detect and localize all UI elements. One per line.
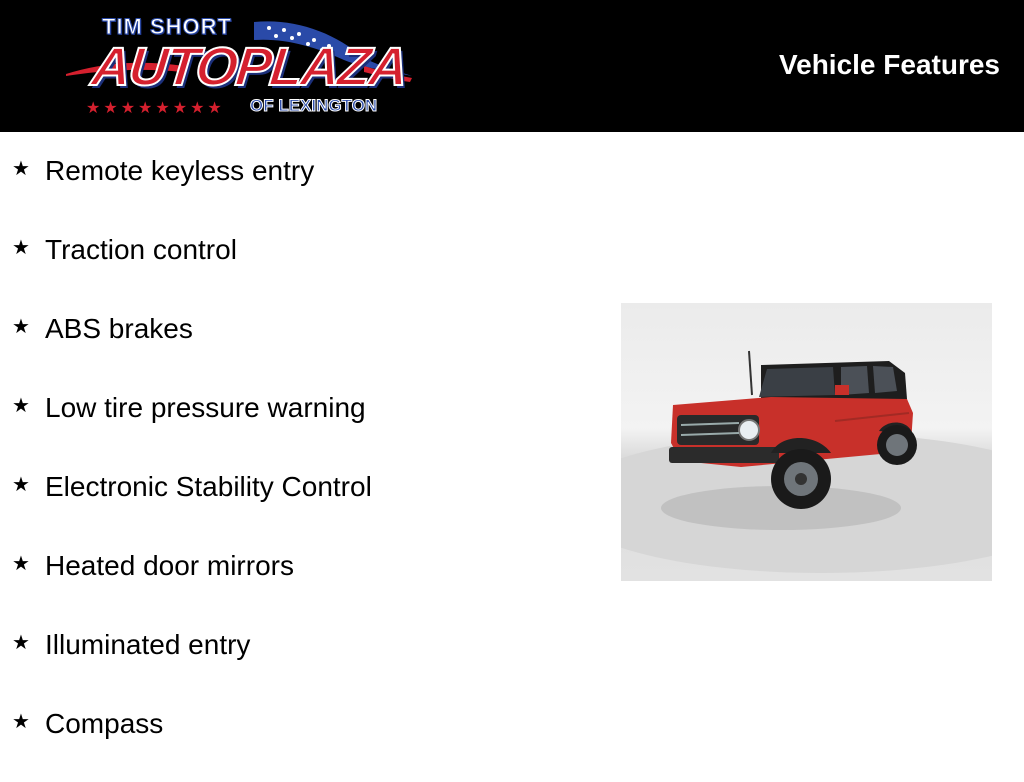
feature-label: Traction control [45, 234, 237, 265]
feature-label: Electronic Stability Control [45, 471, 372, 502]
list-item [12, 624, 372, 703]
feature-label: Illuminated entry [45, 629, 251, 660]
feature-label: Heated door mirrors [45, 550, 294, 581]
suv-illustration [621, 303, 992, 581]
logo-stars: ★★★★★★★★ [86, 98, 225, 117]
page-title: Vehicle Features [778, 49, 1000, 80]
star-icon: ★ [12, 314, 30, 338]
logo-sub-text: OF LEXINGTON [250, 96, 378, 115]
list-item [12, 545, 372, 624]
star-icon: ★ [12, 156, 30, 180]
star-icon: ★ [12, 235, 30, 259]
header-bar [0, 0, 1024, 132]
feature-label: Low tire pressure warning [45, 392, 366, 423]
feature-label: Compass [45, 708, 164, 739]
list-item [12, 703, 372, 782]
vehicle-photo [621, 303, 992, 581]
list-item [12, 229, 372, 308]
logo-main-text: AUTOPLAZA [88, 37, 410, 97]
star-icon: ★ [12, 630, 30, 654]
feature-label: ABS brakes [45, 313, 193, 344]
list-item [12, 308, 372, 387]
star-icon: ★ [12, 551, 30, 575]
star-icon: ★ [12, 393, 30, 417]
feature-label: Remote keyless entry [45, 155, 315, 186]
star-icon: ★ [12, 709, 30, 733]
list-item [12, 150, 372, 229]
feature-list [12, 150, 372, 782]
star-icon: ★ [12, 472, 30, 496]
list-item [12, 387, 372, 466]
list-item [12, 466, 372, 545]
logo-top-text: TIM SHORT [102, 14, 232, 39]
dealer-logo[interactable] [64, 12, 414, 122]
